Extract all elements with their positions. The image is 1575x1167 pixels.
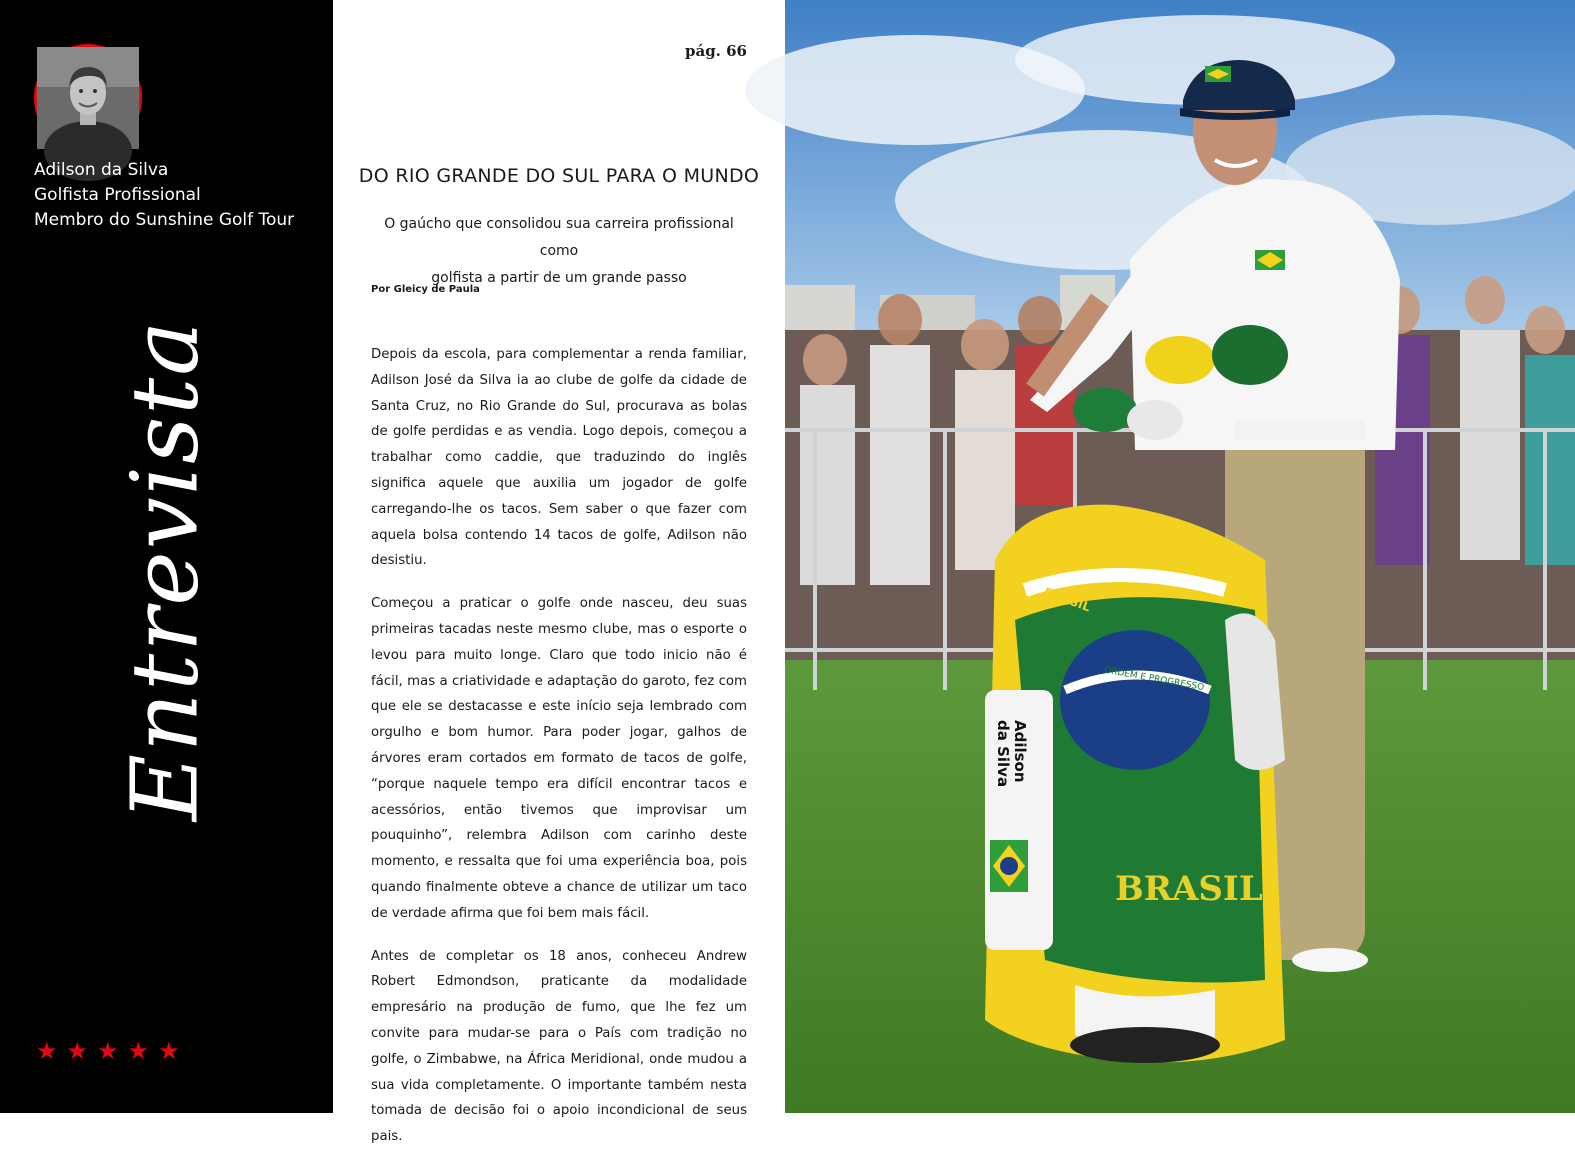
profile-block [34, 158, 294, 233]
flag-motto: ORDEM E PROGRESSO [1103, 665, 1205, 694]
article-body [371, 342, 747, 1167]
photo-illustration [785, 0, 1575, 1113]
golfer-photo [785, 0, 1575, 1113]
subtitle-line: golfista a partir de um grande passo [431, 270, 687, 286]
profile-role: Golfista Profissional [34, 185, 201, 205]
profile-name: Adilson da Silva [34, 160, 169, 180]
rating-stars [36, 1040, 180, 1064]
bag-name-line2: da Silva [994, 720, 1012, 788]
section-title: Entrevista [111, 318, 219, 822]
paragraph: Depois da escola, para complementar a renda familiar, Adilson José da Silva ia ao clube de golfe da cidade de Santa Cruz, no Rio Grande do Sul, procurava as bolas de golfe perdidas e as vendia. Logo depois, começou a trabalhar como caddie, que traduzindo do inglês significa aquele que auxilia um jogador de golfe carregando-lhe os tacos. Sem saber o que fazer com aquela bolsa contendo 14 tacos de golfe, Adilson não desistiu. [371, 347, 747, 569]
star-icon: ★ [97, 1038, 119, 1065]
bag-top-text: BRASIL [1041, 584, 1093, 615]
subtitle [373, 211, 745, 292]
avatar [34, 44, 142, 152]
star-icon: ★ [158, 1038, 180, 1065]
star-icon: ★ [36, 1038, 58, 1065]
sidebar [0, 0, 333, 1113]
paragraph: Antes de completar os 18 anos, conheceu Andrew Robert Edmondson, praticante da modalidade empresário na produção de fumo, que lhe fez um convite para mudar-se para o País com tradição no golfe, o Zimbabwe, na África Meridional, onde mudou a sua vida completamente. O importante também nesta tomada de decisão foi o apoio incondicional de seus pais. [371, 948, 747, 1145]
star-icon: ★ [66, 1038, 89, 1065]
profile-affiliation: Membro do Sunshine Golf Tour [34, 210, 295, 230]
bag-name-line1: Adilson [1011, 720, 1029, 783]
portrait-photo [37, 47, 139, 149]
subtitle-line: O gaúcho que consolidou sua carreira profissional como [384, 216, 734, 259]
byline: Por Gleicy de Paula [371, 284, 480, 295]
article-column [333, 0, 785, 1145]
star-icon: ★ [127, 1038, 150, 1065]
paragraph: Começou a praticar o golfe onde nasceu, deu suas primeiras tacadas neste mesmo clube, mas o esporte o levou para muito longe. Claro que todo inicio não é fácil, mas a criatividade e adaptação do garoto, fez com que ele se destacasse e este início seja lembrado com orgulho e bom humor. Para poder jogar, galhos de árvores eram cortados em formato de tacos de golfe, “porque naquele tempo era difícil encontrar tacos e acessórios, então tivemos que improvisar um pouquinho”, relembra Adilson com carinho deste momento, e ressalta que foi uma experiência boa, pois quando finalmente obteve a chance de utilizar um taco de verdade afirma que foi bem mais fácil. [371, 596, 747, 921]
bag-brasil-text: BRASIL [1115, 869, 1263, 909]
page-number: pág. 66 [684, 42, 747, 60]
headline: DO RIO GRANDE DO SUL PARA O MUNDO [358, 165, 760, 187]
